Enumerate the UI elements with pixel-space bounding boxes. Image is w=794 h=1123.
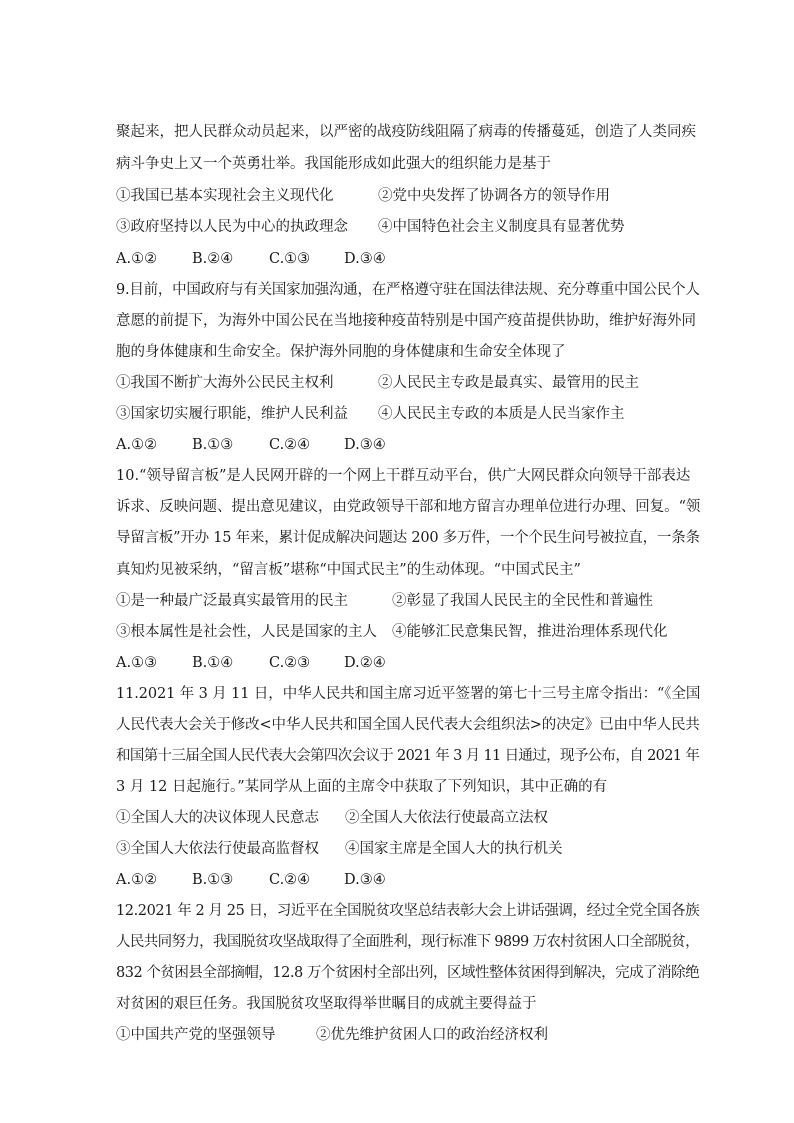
q10-choice-c: C.②③ (269, 655, 311, 671)
q8-options-row-1 (116, 186, 610, 206)
q9-stem-line-1: 9.目前，中国政府与有关国家加强沟通，在严格遵守驻在国法律法规、充分尊重中国公民个人 (116, 282, 700, 298)
q11-option-2: ②全国人大依法行使最高立法权 (345, 810, 548, 826)
q10-choices (116, 653, 386, 673)
q9-option-2: ②人民民主专政是最真实、最管用的民主 (378, 375, 639, 391)
q11-choice-d: D.③④ (344, 872, 386, 888)
q11-stem-line-1: 11.2021 年 3 月 11 日，中华人民共和国主席习近平签署的第七十三号主席令指出：“《全国 (116, 686, 701, 702)
q8-option-4: ④中国特色社会主义制度具有显著优势 (378, 219, 625, 235)
q11-option-1: ①全国人大的决议体现人民意志 (116, 810, 319, 826)
q12-option-1: ①中国共产党的坚强领导 (116, 1027, 276, 1043)
q10-stem-line-4: 真知灼见被采纳，“留言板”堪称“中国式民主”的生动体现。“中国式民主” (116, 562, 581, 578)
q10-stem-line-1: 10.“领导留言板”是人民网开辟的一个网上干群互动平台，供广大网民群众向领导干部表达 (116, 468, 691, 484)
q10-options-row-1 (116, 591, 653, 611)
q10-stem-line-3: 导留言板”开办 15 年来，累计促成解决问题达 200 多万件，一个个民生问号被拉直，一条条 (116, 530, 700, 546)
q8-stem-line-1: 聚起来，把人民群众动员起来，以严密的战疫防线阻隔了病毒的传播蔓延，创造了人类同疾 (116, 124, 696, 140)
q10-choice-d: D.②④ (344, 655, 386, 671)
q8-option-3: ③政府坚持以人民为中心的执政理念 (116, 219, 348, 235)
q10-option-2: ②彰显了我国人民民主的全民性和普遍性 (392, 593, 653, 609)
q9-options-row-1 (116, 373, 639, 393)
q11-options-row-2 (116, 839, 563, 859)
q9-stem-line-2: 意愿的前提下，为海外中国公民在当地接种疫苗特别是中国产疫苗提供协助，维护好海外同 (116, 313, 696, 329)
q9-option-4: ④人民民主专政的本质是人民当家作主 (378, 406, 625, 422)
q11-choice-b: B.①③ (192, 872, 234, 888)
q8-choice-d: D.③④ (344, 251, 386, 267)
q8-choice-c: C.①③ (269, 251, 311, 267)
q8-choice-b: B.②④ (192, 251, 234, 267)
q8-option-2: ②党中央发挥了协调各方的领导作用 (378, 188, 610, 204)
q10-choice-a: A.①③ (116, 655, 158, 671)
q8-option-1: ①我国已基本实现社会主义现代化 (116, 188, 334, 204)
q10-option-1: ①是一种最广泛最真实最管用的民主 (116, 593, 348, 609)
q9-choice-a: A.①② (116, 437, 158, 453)
q9-option-1: ①我国不断扩大海外公民民主权利 (116, 375, 334, 391)
q11-options-row-1 (116, 808, 548, 828)
q12-stem-line-3: 832 个贫困县全部摘帽，12.8 万个贫困村全部出列，区域性整体贫困得到解决，完成了消除绝 (116, 965, 700, 981)
q11-choice-c: C.②④ (269, 872, 311, 888)
q11-choice-a: A.①② (116, 872, 158, 888)
q10-stem-line-2: 诉求、反映问题、提出意见建议，由党政领导干部和地方留言办理单位进行办理、回复。“领 (116, 499, 701, 515)
q8-stem-line-2: 病斗争史上又一个英勇壮举。我国能形成如此强大的组织能力是基于 (116, 156, 551, 172)
q12-stem-line-2: 人民共同努力，我国脱贫攻坚战取得了全面胜利，现行标准下 9899 万农村贫困人口全部脱贫， (116, 934, 699, 950)
q11-stem-line-2: 人民代表大会关于修改<中华人民共和国全国人民代表大会组织法>的决定》已由中华人民共 (116, 717, 700, 733)
q10-option-3: ③根本属性是社会性，人民是国家的主人 (116, 624, 377, 640)
q12-option-2: ②优先维护贫困人口的政治经济权利 (316, 1027, 548, 1043)
q9-options-row-2 (116, 404, 625, 424)
q11-stem-line-4: 3 月 12 日起施行。”某同学从上面的主席令中获取了下列知识，其中正确的有 (116, 779, 608, 795)
q9-choice-b: B.①③ (192, 437, 234, 453)
q12-options-row-1 (116, 1025, 548, 1045)
q8-choice-a: A.①② (116, 251, 158, 267)
q9-choices (116, 435, 386, 455)
q11-option-3: ③全国人大依法行使最高监督权 (116, 841, 319, 857)
q9-choice-d: D.③④ (344, 437, 386, 453)
q9-choice-c: C.②④ (269, 437, 311, 453)
q9-stem-line-3: 胞的身体健康和生命安全。保护海外同胞的身体健康和生命安全体现了 (116, 344, 566, 360)
q11-option-4: ④国家主席是全国人大的执行机关 (345, 841, 563, 857)
q10-options-row-2 (116, 622, 668, 642)
q8-options-row-2 (116, 217, 625, 237)
q8-choices (116, 249, 386, 269)
q12-stem-line-4: 对贫困的艰巨任务。我国脱贫攻坚取得举世瞩目的成就主要得益于 (116, 996, 537, 1012)
q9-option-3: ③国家切实履行职能，维护人民利益 (116, 406, 348, 422)
q10-choice-b: B.①④ (192, 655, 234, 671)
q12-stem-line-1: 12.2021 年 2 月 25 日，习近平在全国脱贫攻坚总结表彰大会上讲话强调，经过全党全国各族 (116, 903, 700, 919)
q10-option-4: ④能够汇民意集民智，推进治理体系现代化 (392, 624, 668, 640)
q11-choices (116, 870, 386, 890)
q11-stem-line-3: 和国第十三届全国人民代表大会第四次会议于 2021 年 3 月 11 日通过，现予公布，自 2021 年 (116, 748, 700, 764)
